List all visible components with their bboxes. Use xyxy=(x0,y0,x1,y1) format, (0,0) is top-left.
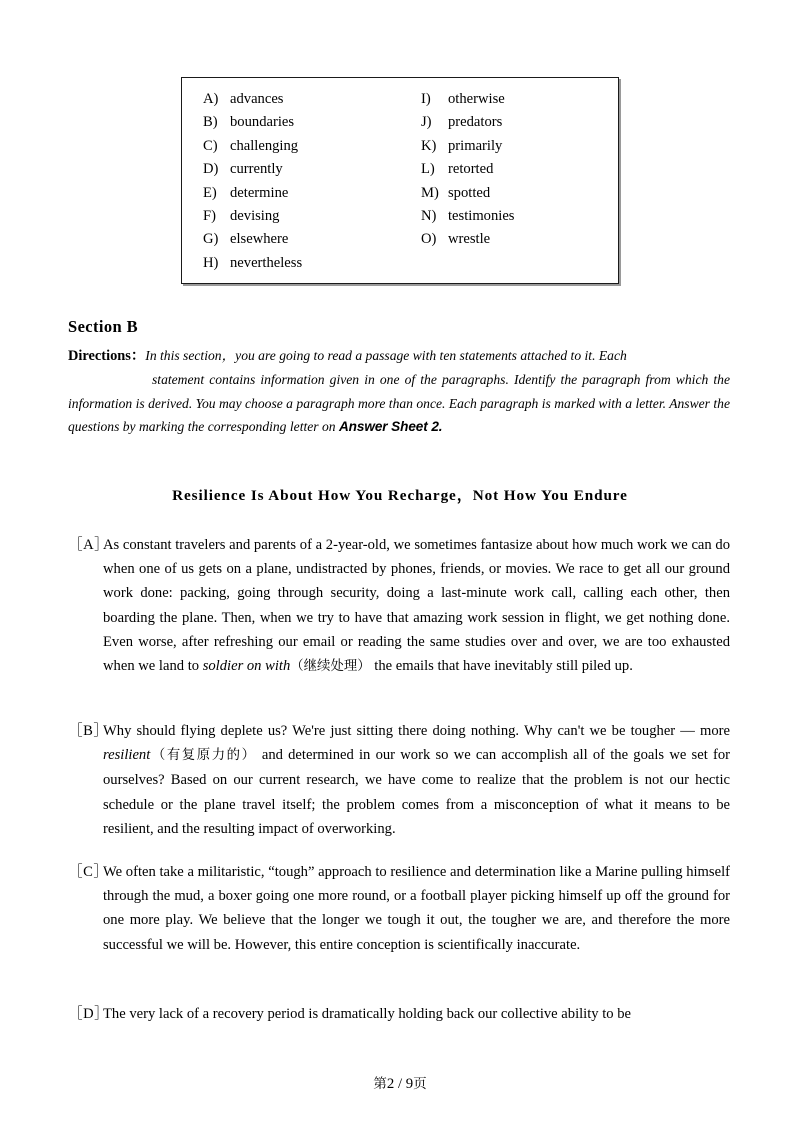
word-bank-option-h xyxy=(203,252,421,275)
option-letter: F) xyxy=(203,208,216,225)
word-bank-box xyxy=(181,77,619,284)
word-bank-option-i xyxy=(421,88,603,111)
option-word: retorted xyxy=(448,161,494,178)
passage-paragraph-b xyxy=(68,719,730,841)
option-letter: B) xyxy=(203,114,218,131)
word-bank-option-k xyxy=(421,135,603,158)
paragraph-italic-term: soldier on with xyxy=(202,658,291,675)
paragraph-text: The very lack of a recovery period is dramatically holding back our collective ability to be xyxy=(103,1006,632,1022)
directions-text-first-line: In this section，you are going to read a passage with ten statements attached to it. Each xyxy=(145,348,627,363)
word-bank-option-g xyxy=(203,228,421,251)
word-bank-left-column xyxy=(203,88,421,275)
option-letter: N) xyxy=(421,208,437,225)
paragraph-text-cont: and determined in our work so we can accomplish all of the goals we set for ourselves? Based on our current research, we have come to realize that the problem is not our hectic schedule or the plane travel itself; the problem comes from a misconception of what it means to be resilient, and the resulting impact of overworking. xyxy=(103,747,731,837)
option-letter: H) xyxy=(203,254,219,271)
option-word: boundaries xyxy=(230,114,295,131)
word-bank-option-c xyxy=(203,135,421,158)
option-word: otherwise xyxy=(448,91,505,107)
option-letter: C) xyxy=(203,137,218,154)
option-letter: K) xyxy=(421,137,437,154)
footer-page-number: 2 / 9 xyxy=(386,1076,414,1092)
option-letter: D) xyxy=(203,161,219,178)
option-word: elsewhere xyxy=(230,231,289,248)
option-letter: M) xyxy=(421,184,439,201)
option-letter: J) xyxy=(421,114,432,131)
passage-paragraph-d xyxy=(68,1002,730,1026)
option-letter: I) xyxy=(421,91,431,107)
option-word: challenging xyxy=(230,137,299,154)
page-footer xyxy=(0,1072,800,1093)
word-bank-option-e xyxy=(203,182,421,205)
directions-text-body: statement contains information given in one of the paragraphs. Identify the paragraph from which the information is derived. You may choose a paragraph more than once. Each paragraph is marked with a letter. Answer the questions by marking the corresponding letter on xyxy=(68,372,730,434)
option-word: wrestle xyxy=(448,231,491,248)
option-word: currently xyxy=(230,161,283,178)
word-bank-option-a xyxy=(203,88,421,111)
paragraph-gloss: （有复原力的） xyxy=(150,748,257,764)
paragraph-text: As constant travelers and parents of a 2-year-old, we sometimes fantasize about how much work we can do when one of us gets on a plane, undistracted by phones, friends, or movies. We race to get all our ground work done: packing, going through security, doing a last-minute work call, calling each other, then boarding the plane. Then, when we try to have that amazing work session in flight, we get nothing done. Even worse, after refreshing our email or reading the same studies over and over, we are too exhausted when we land to xyxy=(103,537,730,675)
answer-sheet-reference: Answer Sheet 2. xyxy=(338,418,443,434)
passage-paragraph-c xyxy=(68,860,730,957)
directions-block xyxy=(68,344,730,438)
option-word: nevertheless xyxy=(230,254,303,271)
word-bank-option-o xyxy=(421,228,603,251)
word-bank-columns xyxy=(203,88,603,275)
passage-paragraph-a xyxy=(68,533,730,679)
paragraph-italic-term: resilient xyxy=(103,747,151,764)
word-bank-option-m xyxy=(421,182,603,205)
paragraph-marker: ［A］ xyxy=(68,537,110,553)
directions-label: Directions xyxy=(68,348,131,364)
option-letter: A) xyxy=(203,91,219,107)
option-letter: E) xyxy=(203,184,217,201)
option-word: determine xyxy=(230,184,289,201)
option-word: devising xyxy=(230,208,280,225)
word-bank-option-n xyxy=(421,205,603,228)
section-heading: Section B xyxy=(68,317,139,336)
option-word: spotted xyxy=(448,184,491,201)
option-word: predators xyxy=(448,114,503,131)
word-bank-option-b xyxy=(203,111,421,134)
passage-title: Resilience Is About How You Recharge，Not How You Endure xyxy=(172,487,628,504)
paragraph-gloss: （继续处理） xyxy=(290,659,371,675)
paragraph-marker: ［B］ xyxy=(68,723,109,739)
directions-colon: ： xyxy=(130,348,146,364)
word-bank-option-d xyxy=(203,158,421,181)
paragraph-marker: ［D］ xyxy=(68,1006,110,1022)
option-word: primarily xyxy=(448,137,503,154)
option-letter: G) xyxy=(203,231,219,248)
paragraph-text: We often take a militaristic, “tough” approach to resilience and determination like a Marine pulling himself through the mud, a boxer going one more round, or a football player picking himself up off the ground for one more play. We believe that the longer we tough it out, the tougher we are, and therefore the more successful we will be. However, this entire conception is scientifically inaccurate. xyxy=(103,864,730,953)
paragraph-text-cont: the emails that have inevitably still piled up. xyxy=(370,658,633,675)
word-bank-option-f xyxy=(203,205,421,228)
option-letter: L) xyxy=(421,161,435,178)
word-bank-right-column xyxy=(421,88,603,275)
option-word: testimonies xyxy=(448,208,515,225)
paragraph-text: Why should flying deplete us? We're just sitting there doing nothing. Why can't we be tougher — more xyxy=(103,723,730,739)
footer-prefix: 第 xyxy=(373,1076,387,1092)
option-letter: O) xyxy=(421,231,437,248)
option-word: advances xyxy=(230,91,284,107)
word-bank-option-l xyxy=(421,158,603,181)
footer-suffix: 页 xyxy=(413,1076,427,1092)
paragraph-marker: ［C］ xyxy=(68,864,109,880)
word-bank-option-j xyxy=(421,111,603,134)
